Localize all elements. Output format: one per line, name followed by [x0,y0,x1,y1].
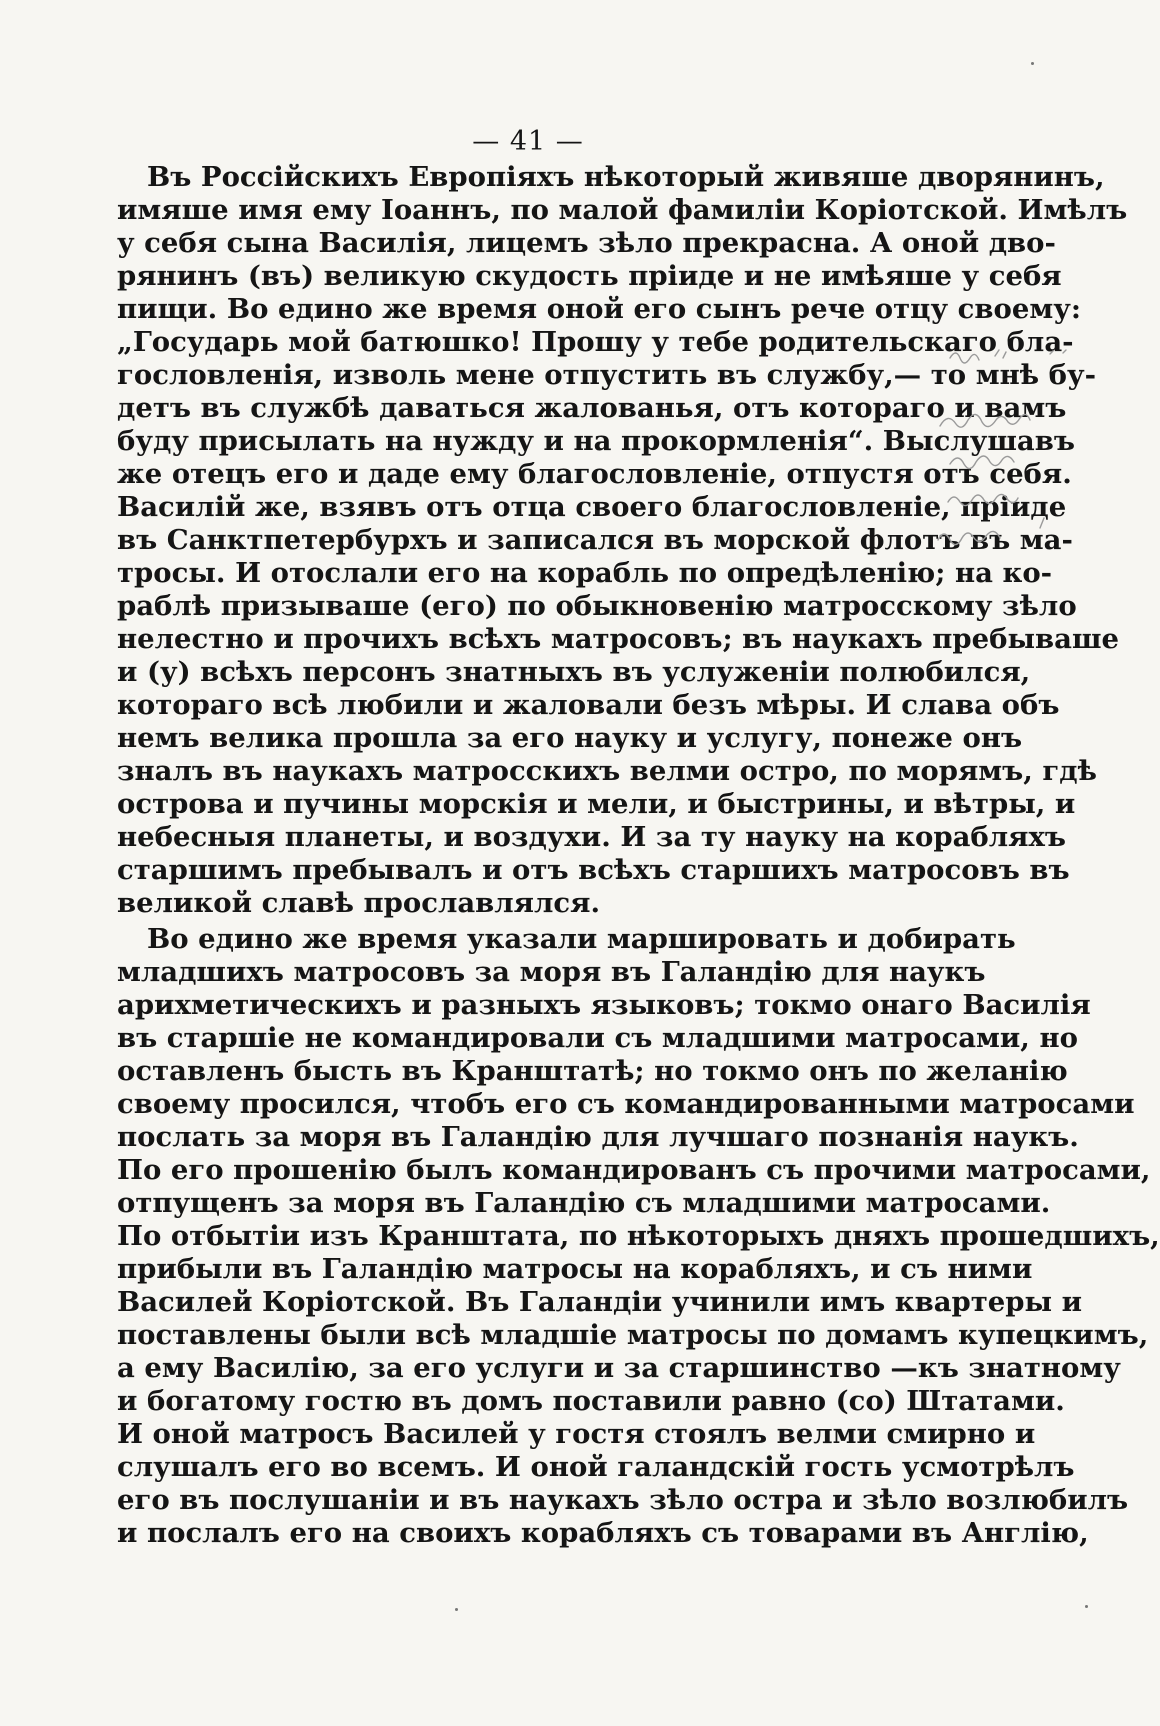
text-line: Въ Россійскихъ Европіяхъ нѣкоторый живяше дворянинъ, [147,161,1105,193]
text-line: Василей Коріотской. Въ Галандіи учинили имъ квартеры и [117,1286,1083,1318]
text-line: послать за моря въ Галандію для лучшаго познанія наукъ. [117,1121,1079,1153]
text-line: своему просился, чтобъ его съ командированными матросами [117,1088,1135,1120]
text-line: его въ послушаніи и въ наукахъ зѣло остра и зѣло возлюбилъ [117,1484,1129,1516]
text-line: По его прошенію былъ командированъ съ прочими матросами, [117,1154,1151,1186]
text-line: Василій же, взявъ отъ отца своего благословленіе, пріиде [117,491,1067,523]
text-line: небесныя планеты, и воздухи. И за ту науку на корабляхъ [117,821,1066,853]
text-line: младшихъ матросовъ за моря въ Галандію для наукъ [117,956,986,988]
text-line: зналъ въ наукахъ матросскихъ велми остро, по морямъ, гдѣ [117,755,1097,787]
text-line: нелестно и прочихъ всѣхъ матросовъ; въ наукахъ пребываше [117,623,1119,655]
text-line: „Государь мой батюшко! Прошу у тебе родительскаго бла- [117,326,1074,358]
stray-mark [455,1608,458,1611]
text-line: Во едино же время указали маршировать и добирать [147,923,1016,955]
text-line: По отбытіи изъ Кранштата, по нѣкоторыхъ дняхъ прошедшихъ, [117,1220,1160,1252]
text-line: арихметическихъ и разныхъ языковъ; токмо онаго Василія [117,989,1091,1021]
text-line: а ему Василію, за его услуги и за старшинство —къ знатному [117,1352,1121,1384]
text-line: же отецъ его и даде ему благословленіе, отпустя отъ себя. [117,458,1072,490]
text-line: въ Санктпетербурхъ и записался въ морской флотъ въ ма- [117,524,1073,556]
text-line: великой славѣ прославлялся. [117,887,601,919]
text-line: пищи. Во едино же время оной его сынъ рече отцу своему: [117,293,1081,325]
text-line: и послалъ его на своихъ корабляхъ съ товарами въ Англію, [117,1517,1089,1549]
text-line: въ старшіе не командировали съ младшими матросами, но [117,1022,1078,1054]
text-line: раблѣ призываше (его) по обыкновенію матросскому зѣло [117,590,1077,622]
text-line: гословленія, изволь мене отпустить въ службу,— то мнѣ бу- [117,359,1097,391]
text-line: оставленъ бысть въ Кранштатѣ; но токмо онъ по желанію [117,1055,1068,1087]
text-line: и богатому гостю въ домъ поставили равно (со) Штатами. [117,1385,1065,1417]
text-line: старшимъ пребывалъ и отъ всѣхъ старшихъ матросовъ въ [117,854,1070,886]
text-line: немъ велика прошла за его науку и услугу, понеже онъ [117,722,1023,754]
text-line: и (у) всѣхъ персонъ знатныхъ въ услуженіи полюбился, [117,656,1031,688]
handwritten-margin-annotation [930,330,1120,630]
text-line: рянинъ (въ) великую скудость пріиде и не имѣяше у себя [117,260,1062,292]
text-line: поставлены были всѣ младшіе матросы по домамъ купецкимъ, [117,1319,1149,1351]
text-line: котораго всѣ любили и жаловали безъ мѣры. И слава объ [117,689,1060,721]
text-line: тросы. И отослали его на корабль по опредѣленію; на ко- [117,557,1053,589]
text-line: детъ въ службѣ даваться жалованья, отъ котораго и вамъ [117,392,1067,424]
text-line: имяше имя ему Іоаннъ, по малой фамиліи Коріотской. Имѣлъ [117,194,1128,226]
stray-mark [1031,62,1034,65]
pencil-scribble-icon [930,330,1120,630]
text-line: у себя сына Василія, лицемъ зѣло прекрасна. А оной дво- [117,227,1056,259]
text-line: острова и пучины морскія и мели, и быстрины, и вѣтры, и [117,788,1076,820]
text-line: И оной матросъ Василей у гостя стоялъ велми смирно и [117,1418,1036,1450]
text-line: прибыли въ Галандію матросы на корабляхъ, и съ ними [117,1253,1033,1285]
text-line: буду присылать на нужду и на прокормленія“. Выслушавъ [117,425,1075,457]
page-number: — 41 — [472,126,584,157]
text-line: отпущенъ за моря въ Галандію съ младшими матросами. [117,1187,1051,1219]
text-line: слушалъ его во всемъ. И оной галандскій гость усмотрѣлъ [117,1451,1075,1483]
stray-mark [1085,1605,1088,1608]
